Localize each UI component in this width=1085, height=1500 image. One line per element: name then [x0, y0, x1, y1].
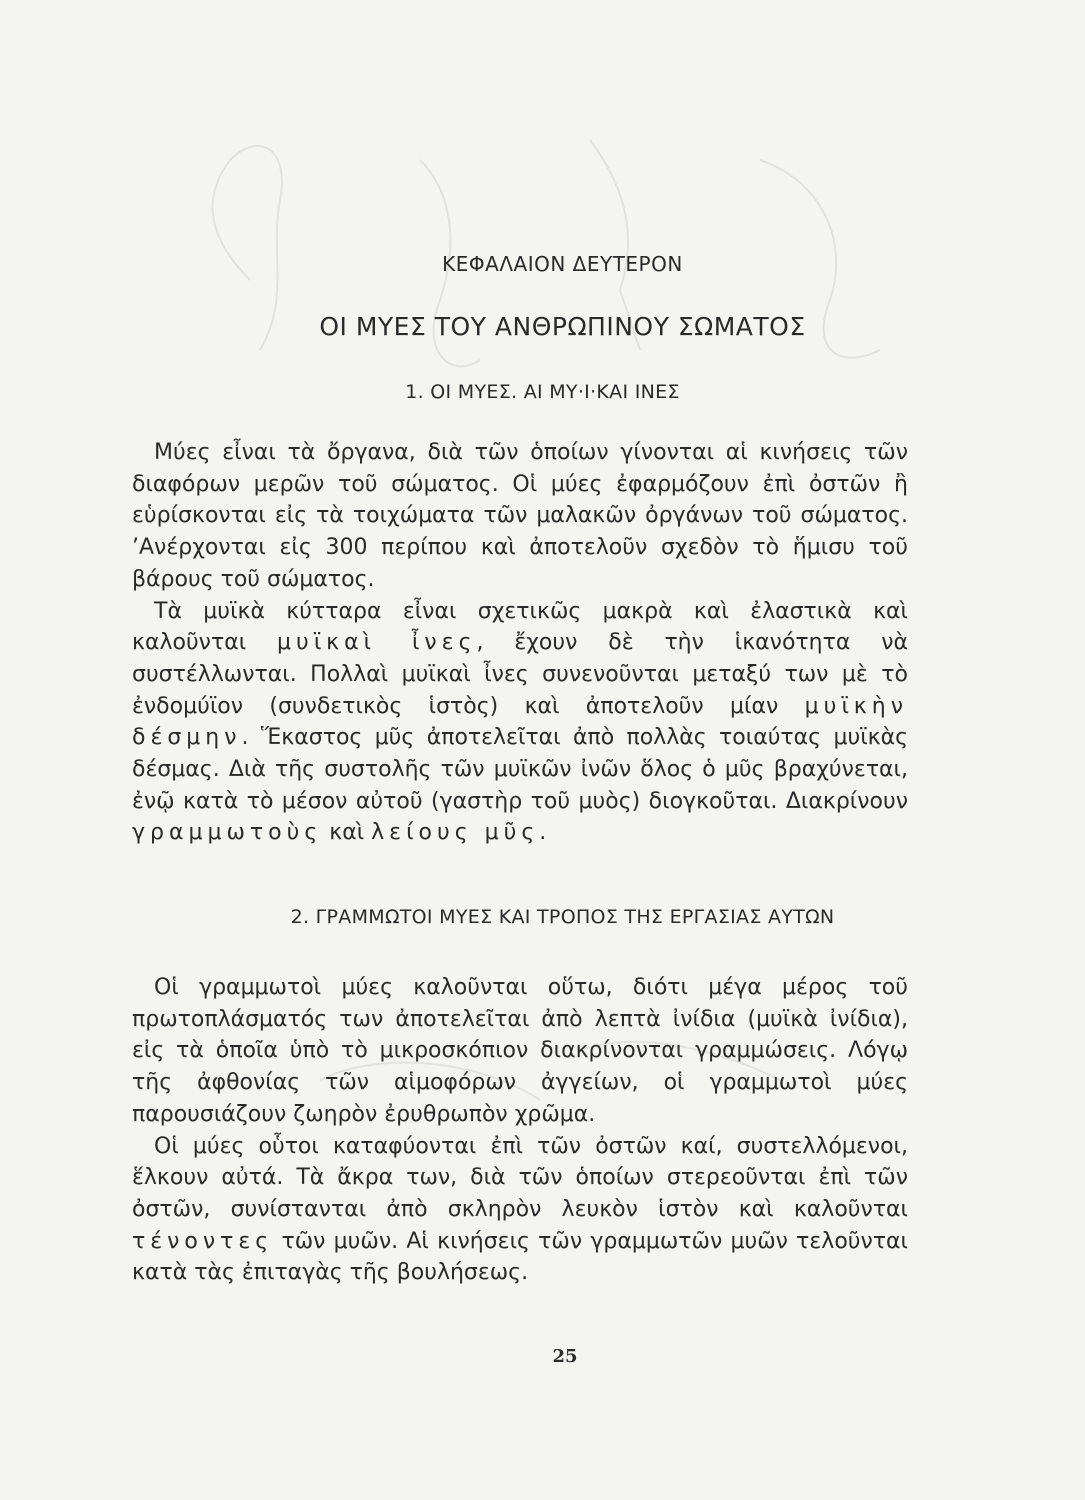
section-2-heading: 2. ΓΡΑΜΜΩΤΟΙ ΜΥΕΣ ΚΑΙ ΤΡΟΠΟΣ ΤΗΣ ΕΡΓΑΣΙΑΣ ΑΥΤΩΝ — [290, 906, 835, 928]
section-1-body — [132, 437, 908, 849]
section-1-heading: 1. ΟΙ ΜΥΕΣ. ΑΙ ΜΥ·Ι·ΚΑΙ ΙΝΕΣ — [405, 381, 680, 403]
page-number: 25 — [552, 1346, 578, 1367]
term-tendons: τένοντες — [132, 1228, 274, 1254]
section-1-paragraph-1 — [132, 437, 908, 596]
p2-part-e: . — [539, 820, 547, 846]
p2-part-d: καὶ — [322, 820, 372, 846]
term-striated: γραμμωτοὺς — [132, 820, 323, 846]
section-1-paragraph-1-text: Μύες εἶναι τὰ ὄργανα, διὰ τῶν ὁποίων γίνονται αἱ κινήσεις τῶν διαφόρων μερῶν τοῦ σώματος. Οἱ μύες ἐφαρμόζουν ἐπὶ ὀστῶν ἢ εὑρίσκονται εἰς τὰ τοιχώματα τῶν μαλακῶν ὀργάνων τοῦ σώματος. ’Ανέρχονται εἰς 300 περίπου καὶ ἀποτελοῦν σχεδὸν τὸ ἥμισυ τοῦ βάρους τοῦ σώματος. — [132, 440, 908, 592]
p2-part-a: Τὰ μυϊκὰ κύτταρα εἶναι σχετικῶς μακρὰ καὶ ἐλαστικὰ καὶ καλοῦνται — [132, 598, 908, 656]
chapter-label: ΚΕΦΑΛΑΙΟΝ ΔΕΥΤΕΡΟΝ — [442, 252, 683, 276]
term-muscle-fibers: μυϊκαὶ ἶνες — [277, 630, 477, 656]
section-2-paragraph-1-text: Οἱ γραμμωτοὶ μύες καλοῦνται οὕτω, διότι μέγα μέρος τοῦ πρωτοπλάσματός των ἀποτελεῖται ἀπὸ λεπτὰ ἰνίδια (μυϊκὰ ἰνίδια), εἰς τὰ ὁποῖα ὑπὸ τὸ μικροσκόπιον διακρίνονται γραμμώσεις. Λόγῳ τῆς ἀφθονίας τῶν αἱμοφόρων ἀγγείων, οἱ γραμμωτοὶ μύες παρουσιάζουν ζωηρὸν ἐρυθρωπὸν χρῶμα. — [132, 975, 908, 1127]
section-2-paragraph-1 — [132, 972, 908, 1131]
section-2-body — [132, 972, 908, 1289]
p2-part-b: , ἔχουν δὲ τὴν ἱκανότητα νὰ συστέλλωνται. Πολλαὶ μυϊκαὶ ἶνες συνενοῦνται μεταξύ των μὲ τὸ ἐνδομύϊον (συνδετικὸς ἱστὸς) καὶ ἀποτελοῦν μίαν — [132, 630, 908, 719]
section-2-paragraph-2 — [132, 1131, 908, 1290]
s2-p2-part-b: τῶν μυῶν. Αἱ κινήσεις τῶν γραμμωτῶν μυῶν τελοῦνται κατὰ τὰς ἐπιταγὰς τῆς βουλήσεως. — [132, 1228, 908, 1286]
s2-p2-part-a: Οἱ μύες οὗτοι καταφύονται ἐπὶ τῶν ὀστῶν καί, συστελλόμενοι, ἕλκουν αὐτά. Τὰ ἄκρα των, διὰ τῶν ὁποίων στερεοῦνται ἐπὶ τῶν ὀστῶν, συνίστανται ἀπὸ σκληρὸν λευκὸν ἱστὸν καὶ καλοῦνται — [132, 1133, 908, 1222]
section-1-paragraph-2 — [132, 596, 908, 850]
chapter-title: ΟΙ ΜΥΕΣ ΤΟΥ ΑΝΘΡΩΠΙΝΟΥ ΣΩΜΑΤΟΣ — [319, 312, 806, 341]
term-muscle-bundle: μυϊκὴν δέσμην — [132, 693, 908, 751]
term-smooth-muscles: λείους μῦς — [371, 820, 540, 846]
p2-part-c: . Ἕκαστος μῦς ἀποτελεῖται ἀπὸ πολλὰς τοιαύτας μυϊκὰς δέσμας. Διὰ τῆς συστολῆς τῶν μυϊκῶν ἰνῶν ὅλος ὁ μῦς βραχύνεται, ἐνῷ κατὰ τὸ μέσον αὐτοῦ (γαστὴρ τοῦ μυὸς) διογκοῦται. Διακρίνουν — [132, 725, 908, 814]
